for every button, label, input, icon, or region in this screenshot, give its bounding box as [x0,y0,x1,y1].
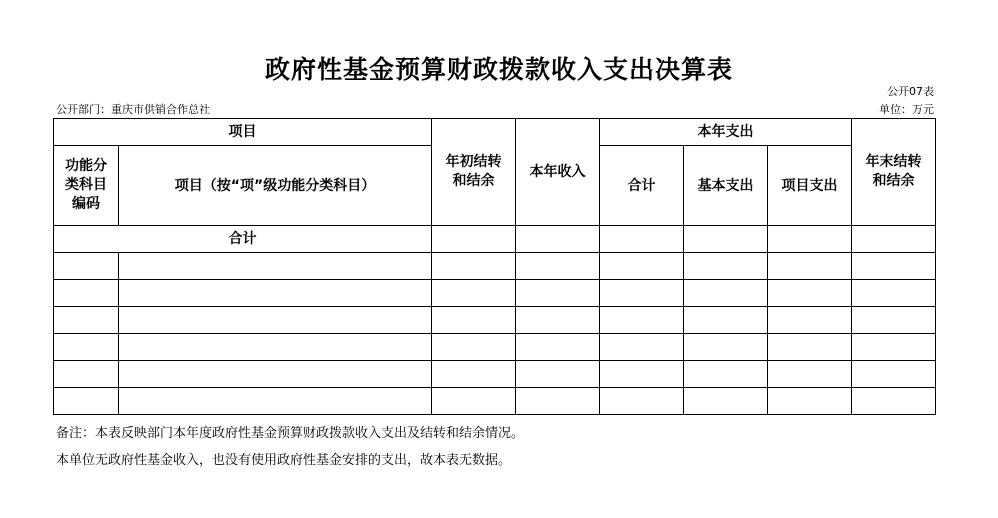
table-cell [684,307,768,334]
table-row [54,334,936,361]
table-cell [684,361,768,388]
table-cell [684,253,768,280]
table-cell [119,280,432,307]
table-row [54,388,936,415]
header-func-code: 功能分类科目编码 [65,158,107,212]
table-cell [54,280,119,307]
table-cell [119,307,432,334]
header-item: 项目 [54,119,432,146]
table-cell [432,334,516,361]
table-cell [516,253,600,280]
department-label: 公开部门：重庆市供销合作总社 [56,103,210,116]
table-cell [54,361,119,388]
table-cell [432,307,516,334]
unit-label: 单位：万元 [879,103,934,116]
table-row [54,280,936,307]
table-cell [684,280,768,307]
table-cell [54,388,119,415]
total-cell [600,226,684,253]
header-end-balance-cell [852,119,936,226]
table-cell [768,280,852,307]
header-begin-balance: 年初结转和结余 [445,154,502,189]
total-cell [852,226,936,253]
total-cell [432,226,516,253]
table-cell [684,388,768,415]
form-code: 公开07表 [887,85,934,98]
table-cell [516,388,600,415]
table-cell [600,253,684,280]
header-item-name: 项目（按“项”级功能分类科目） [119,146,432,226]
header-func-code-cell [54,146,119,226]
table-cell [684,334,768,361]
table-cell [432,361,516,388]
table-cell [600,388,684,415]
header-income: 本年收入 [516,119,600,226]
budget-table [53,118,936,415]
total-label: 合计 [54,226,432,253]
table-cell [54,253,119,280]
remark-note: 备注：本表反映部门本年度政府性基金预算财政拨款收入支出及结转和结余情况。 [56,426,525,441]
table-cell [852,253,936,280]
table-cell [768,361,852,388]
table-cell [600,280,684,307]
total-cell [768,226,852,253]
header-project-expense: 项目支出 [768,146,852,226]
table-cell [768,307,852,334]
table-cell [768,334,852,361]
table-cell [516,280,600,307]
header-begin-balance-cell [432,119,516,226]
table-cell [432,280,516,307]
table-cell [852,361,936,388]
page-title: 政府性基金预算财政拨款收入支出决算表 [264,55,733,84]
table-cell [119,361,432,388]
header-row-1 [54,119,936,146]
table-cell [852,280,936,307]
header-expense-group: 本年支出 [600,119,852,146]
table-cell [516,334,600,361]
table-cell [516,307,600,334]
table-cell [768,253,852,280]
table-cell [516,361,600,388]
table-cell [600,334,684,361]
table-cell [119,253,432,280]
table-cell [54,307,119,334]
table-row [54,307,936,334]
no-data-note: 本单位无政府性基金收入，也没有使用政府性基金安排的支出，故本表无数据。 [56,453,512,468]
table-cell [54,334,119,361]
table-cell [119,388,432,415]
table-cell [600,307,684,334]
table-cell [432,388,516,415]
header-end-balance: 年末结转和结余 [865,154,922,189]
table-row [54,361,936,388]
total-cell [516,226,600,253]
table-cell [852,307,936,334]
table-cell [852,388,936,415]
table-cell [768,388,852,415]
total-cell [684,226,768,253]
header-expense-total: 合计 [600,146,684,226]
table-cell [852,334,936,361]
table-cell [600,361,684,388]
table-cell [432,253,516,280]
total-row [54,226,936,253]
table-cell [119,334,432,361]
table-row [54,253,936,280]
header-basic-expense: 基本支出 [684,146,768,226]
